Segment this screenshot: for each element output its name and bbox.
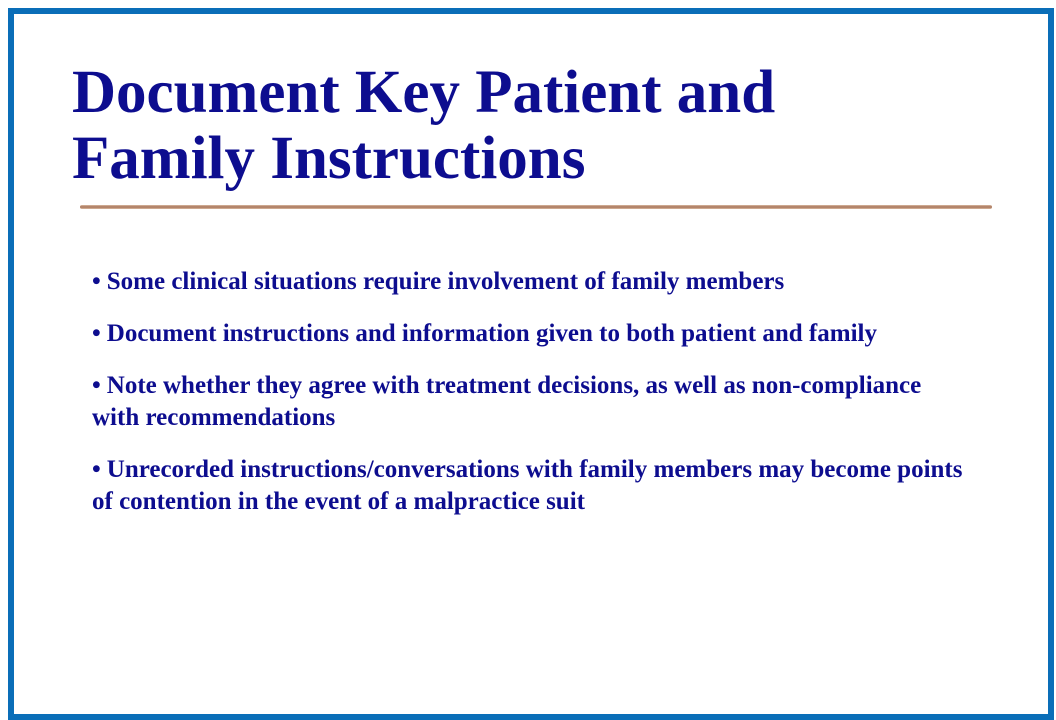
slide-title-line-2: Family Instructions — [72, 125, 586, 192]
slide-title-line-1: Document Key Patient and — [72, 59, 776, 126]
bullet-icon: • — [92, 456, 101, 483]
bullet-text: Unrecorded instructions/conversations with family members may become points of contention in the event of a malpractice suit — [92, 456, 963, 515]
bullet-text: Some clinical situations require involvement of family members — [106, 268, 785, 295]
bullet-item — [92, 454, 972, 518]
bullet-item — [92, 266, 972, 298]
bullet-icon: • — [92, 320, 101, 347]
bullet-list — [92, 266, 972, 518]
bullet-text: Document instructions and information given to both patient and family — [106, 320, 877, 347]
title-divider — [80, 205, 992, 209]
slide-title — [72, 60, 972, 192]
bullet-icon: • — [92, 268, 101, 295]
bullet-item — [92, 370, 972, 434]
slide-frame — [8, 8, 1054, 720]
bullet-text: Note whether they agree with treatment decisions, as well as non-compliance with recommendations — [92, 372, 922, 431]
bullet-item — [92, 318, 972, 350]
bullet-icon: • — [92, 372, 101, 399]
